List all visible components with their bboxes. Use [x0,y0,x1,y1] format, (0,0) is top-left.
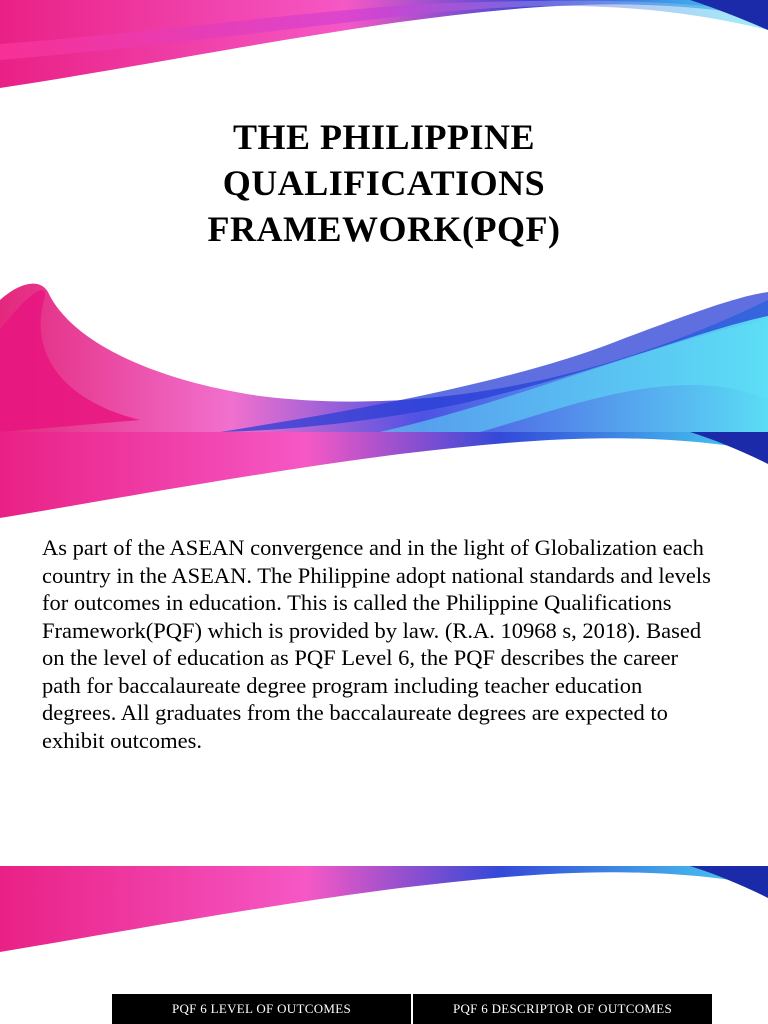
content-slide [0,432,768,866]
title-line-2: QUALIFICATIONS [222,163,546,203]
slide-title [0,114,768,252]
title-line-1: THE PHILIPPINE [232,117,536,157]
body-paragraph: As part of the ASEAN convergence and in the light of Globalization each country in the ASEAN. The Philippine adopt national standards and levels for outcomes in education. This is called the Philippine Qualifications Framework(PQF) which is provided by law. (R.A. 10968 s, 2018). Based on the level of education as PQF Level 6, the PQF describes the career path for baccalaureate degree program including teacher education degrees. All graduates from the baccalaureate degrees are expected to exhibit outcomes. [42,535,711,753]
title-slide [0,0,768,432]
outcomes-table-header [112,994,712,1024]
wave-decoration-header [0,432,768,522]
column-header-level: PQF 6 LEVEL OF OUTCOMES [171,1001,352,1016]
wave-decoration-header [0,866,768,956]
table-slide [0,866,768,1024]
title-line-3: FRAMEWORK(PQF) [207,209,561,249]
column-header-descriptor: PQF 6 DESCRIPTOR OF OUTCOMES [411,994,712,1024]
